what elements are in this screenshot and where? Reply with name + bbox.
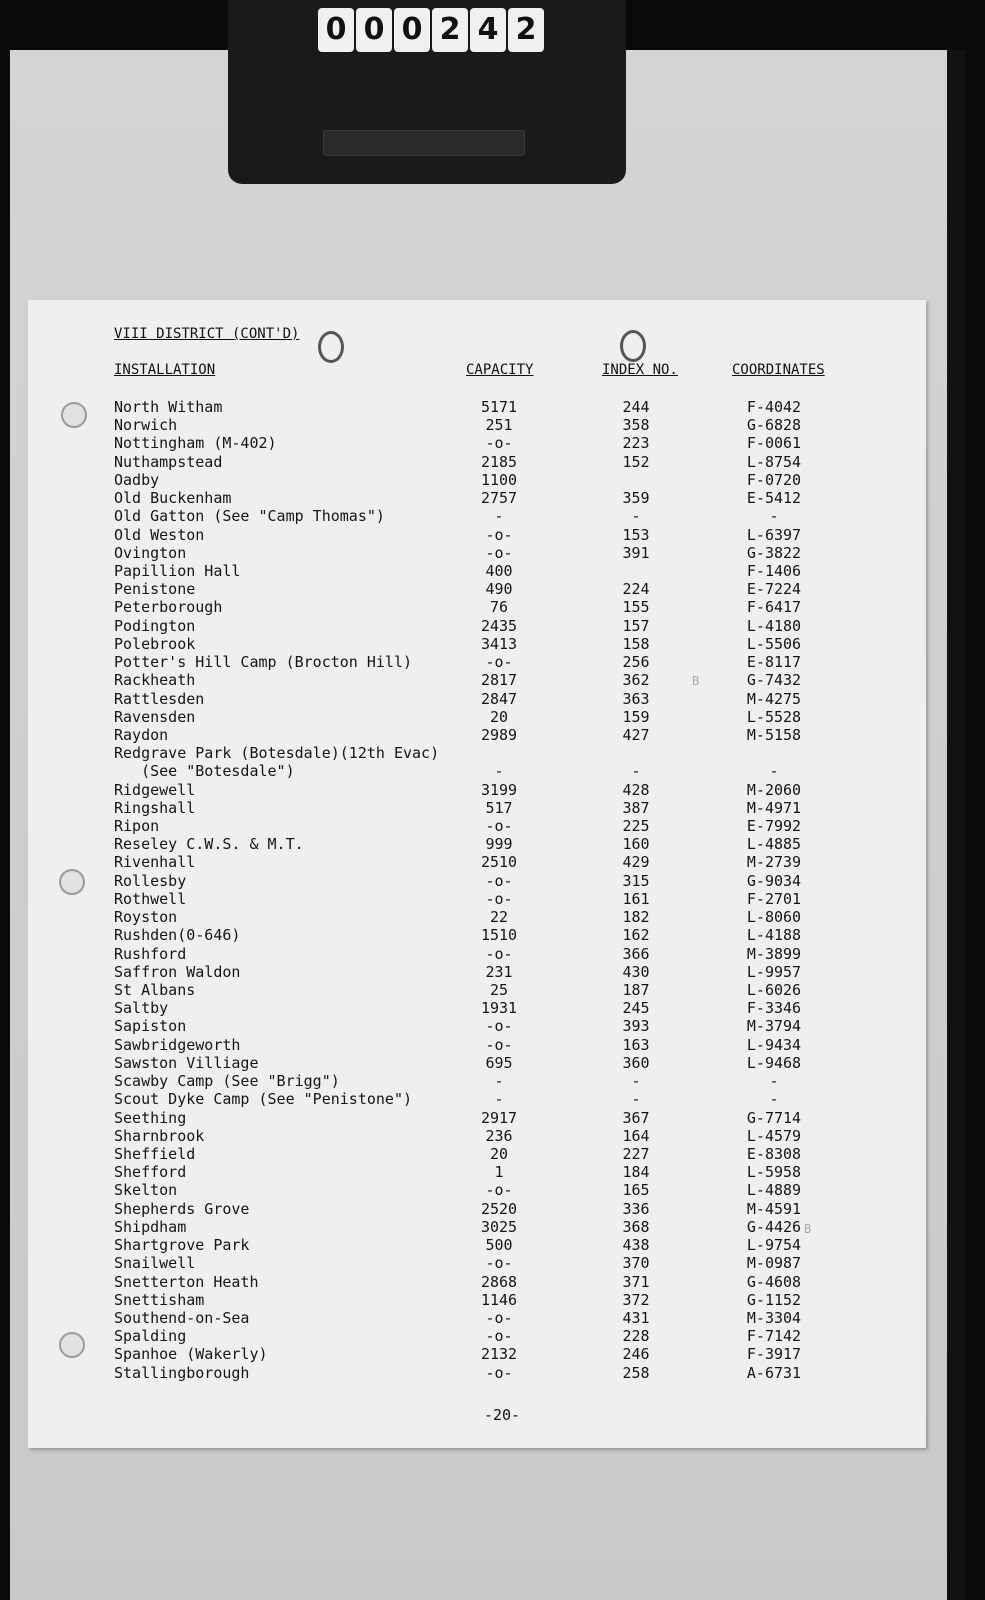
coordinates-value: M-2739 xyxy=(746,853,802,872)
coordinates-value: G-6828 xyxy=(746,416,802,435)
index-number: 393 xyxy=(622,1017,650,1036)
index-number: 368 xyxy=(622,1217,650,1236)
table-row xyxy=(28,1309,926,1327)
table-row xyxy=(28,453,926,471)
coordinates-value: G-4426 xyxy=(746,1217,802,1236)
document-page xyxy=(28,300,926,1448)
index-number: 244 xyxy=(622,398,650,416)
header-coordinates: COORDINATES xyxy=(732,362,825,378)
index-number: 391 xyxy=(622,543,650,562)
capacity-value: 2757 xyxy=(480,489,518,508)
index-number: 165 xyxy=(622,1181,650,1200)
table-row xyxy=(28,671,926,689)
capacity-value: 2520 xyxy=(480,1199,518,1218)
capacity-value: 2435 xyxy=(480,616,518,635)
coordinates-value: L-5958 xyxy=(746,1163,802,1182)
installation-name: (See "Botesdale") xyxy=(114,762,295,781)
coordinates-value: L-4180 xyxy=(746,616,802,635)
coordinates-value: L-9468 xyxy=(746,1053,802,1072)
header-index: INDEX NO. xyxy=(602,362,678,378)
installation-name: Saltby xyxy=(114,999,169,1018)
coordinates-value: G-3822 xyxy=(746,543,802,562)
table-row xyxy=(28,398,926,416)
counter-digit: 4 xyxy=(470,8,506,52)
coordinates-value: M-3794 xyxy=(746,1017,802,1036)
capacity-value: 3413 xyxy=(480,634,518,653)
table-row xyxy=(28,1127,926,1145)
installation-name: Oadby xyxy=(114,470,160,489)
installation-name: Peterborough xyxy=(114,598,223,617)
coordinates-value: - xyxy=(769,1072,779,1091)
table-row xyxy=(28,799,926,817)
installation-name: Snetterton Heath xyxy=(114,1272,259,1291)
header-installation: INSTALLATION xyxy=(114,362,216,378)
capacity-value: 3199 xyxy=(480,780,518,799)
coordinates-value: L-4885 xyxy=(746,835,802,854)
coordinates-value: E-7224 xyxy=(746,580,802,599)
installation-name: Potter's Hill Camp (Brocton Hill) xyxy=(114,653,413,672)
index-number: 224 xyxy=(622,580,650,599)
capacity-value: - xyxy=(494,1090,504,1109)
table-row xyxy=(28,1181,926,1199)
capacity-value: 2917 xyxy=(480,1108,518,1127)
header-capacity: CAPACITY xyxy=(466,362,534,378)
index-number: 187 xyxy=(622,981,650,999)
capacity-value: -o- xyxy=(485,434,513,453)
table-row xyxy=(28,580,926,598)
coordinates-value: L-8060 xyxy=(746,908,802,927)
coordinates-value: F-6417 xyxy=(746,598,802,617)
installation-name: Reseley C.W.S. & M.T. xyxy=(114,835,304,854)
installation-name: Spalding xyxy=(114,1327,187,1346)
table-row xyxy=(28,1090,926,1108)
table-row xyxy=(28,945,926,963)
installation-name: Southend-on-Sea xyxy=(114,1308,250,1327)
table-row xyxy=(28,835,926,853)
capacity-value: 1510 xyxy=(480,926,518,945)
index-number: 430 xyxy=(622,962,650,981)
installation-name: Papillion Hall xyxy=(114,561,241,580)
coordinates-value: F-1406 xyxy=(746,561,802,580)
installation-name: Stallingborough xyxy=(114,1363,250,1382)
capacity-value: 231 xyxy=(485,962,513,981)
capacity-value: 2817 xyxy=(480,671,518,690)
coordinates-value: M-4275 xyxy=(746,689,802,708)
coordinates-value: G-7714 xyxy=(746,1108,802,1127)
table-row xyxy=(28,1364,926,1382)
table-row xyxy=(28,635,926,653)
capacity-value: -o- xyxy=(485,1308,513,1327)
coordinates-value: F-7142 xyxy=(746,1327,802,1346)
index-number: 163 xyxy=(622,1035,650,1054)
table-row xyxy=(28,562,926,580)
capacity-value: - xyxy=(494,1072,504,1091)
installation-name: Snettisham xyxy=(114,1290,205,1309)
capacity-value: -o- xyxy=(485,1254,513,1273)
installation-name: Ringshall xyxy=(114,798,196,817)
index-number: - xyxy=(631,1090,641,1109)
index-number: 155 xyxy=(622,598,650,617)
table-row xyxy=(28,507,926,525)
index-number: 162 xyxy=(622,926,650,945)
index-number: 246 xyxy=(622,1345,650,1364)
installation-name: Ridgewell xyxy=(114,780,196,799)
coordinates-value: F-3346 xyxy=(746,999,802,1018)
table-row xyxy=(28,1273,926,1291)
capacity-value: 490 xyxy=(485,580,513,599)
index-number: 228 xyxy=(622,1327,650,1346)
index-number: 360 xyxy=(622,1053,650,1072)
coordinates-value: L-4188 xyxy=(746,926,802,945)
index-number: 428 xyxy=(622,780,650,799)
index-number: - xyxy=(631,507,641,526)
installation-name: Ravensden xyxy=(114,707,196,726)
installation-name: Old Weston xyxy=(114,525,205,544)
index-number: 315 xyxy=(622,871,650,890)
board-edge xyxy=(947,50,965,1600)
table-row xyxy=(28,817,926,835)
installation-name: Sharnbrook xyxy=(114,1126,205,1145)
capacity-value: 2185 xyxy=(480,452,518,471)
coordinates-value: G-9034 xyxy=(746,871,802,890)
installation-name: Old Buckenham xyxy=(114,489,232,508)
installation-name: Nuthampstead xyxy=(114,452,223,471)
capacity-value: -o- xyxy=(485,1363,513,1382)
table-row xyxy=(28,526,926,544)
index-number: 387 xyxy=(622,798,650,817)
frame-counter xyxy=(318,8,544,52)
coordinates-value: F-4042 xyxy=(746,398,802,416)
table-row xyxy=(28,653,926,671)
installation-name: Rollesby xyxy=(114,871,187,890)
table-row xyxy=(28,690,926,708)
coordinates-value: L-4889 xyxy=(746,1181,802,1200)
index-number: 371 xyxy=(622,1272,650,1291)
installation-name: Ripon xyxy=(114,817,160,836)
table-row xyxy=(28,1036,926,1054)
table-row xyxy=(28,981,926,999)
installation-name: Rothwell xyxy=(114,889,187,908)
capacity-value: 5171 xyxy=(480,398,518,416)
counter-digit: 0 xyxy=(318,8,354,52)
index-number: 157 xyxy=(622,616,650,635)
installation-name: Raydon xyxy=(114,725,169,744)
index-number: 184 xyxy=(622,1163,650,1182)
coordinates-value: M-4591 xyxy=(746,1199,802,1218)
installation-name: Scout Dyke Camp (See "Penistone") xyxy=(114,1090,413,1109)
index-number: 152 xyxy=(622,452,650,471)
index-number: 159 xyxy=(622,707,650,726)
coordinates-value: M-0987 xyxy=(746,1254,802,1273)
index-number: 367 xyxy=(622,1108,650,1127)
installation-name: Sawbridgeworth xyxy=(114,1035,241,1054)
table-row xyxy=(28,1327,926,1345)
coordinates-value: E-5412 xyxy=(746,489,802,508)
coordinates-value: M-2060 xyxy=(746,780,802,799)
table-row xyxy=(28,1236,926,1254)
capacity-value: 500 xyxy=(485,1236,513,1255)
index-number: 427 xyxy=(622,725,650,744)
installation-name: Rackheath xyxy=(114,671,196,690)
document-title: VIII DISTRICT (CONT'D) xyxy=(114,326,300,342)
installation-name: Rivenhall xyxy=(114,853,196,872)
table-row xyxy=(28,1163,926,1181)
capacity-value: 2510 xyxy=(480,853,518,872)
capacity-value: -o- xyxy=(485,944,513,963)
pen-circle-mark xyxy=(318,331,344,363)
capacity-value: 999 xyxy=(485,835,513,854)
table-row xyxy=(28,1145,926,1163)
capacity-value: - xyxy=(494,507,504,526)
index-number: 359 xyxy=(622,489,650,508)
table-row xyxy=(28,471,926,489)
capacity-value: 1100 xyxy=(480,470,518,489)
coordinates-value: M-3899 xyxy=(746,944,802,963)
coordinates-value: L-5528 xyxy=(746,707,802,726)
table-row xyxy=(28,544,926,562)
capacity-value: 3025 xyxy=(480,1217,518,1236)
capacity-value: -o- xyxy=(485,1017,513,1036)
index-number: 161 xyxy=(622,889,650,908)
installation-name: Skelton xyxy=(114,1181,178,1200)
coordinates-value: L-9434 xyxy=(746,1035,802,1054)
capacity-value: 1146 xyxy=(480,1290,518,1309)
counter-slot xyxy=(323,130,525,156)
table-row xyxy=(28,1200,926,1218)
coordinates-value: G-7432 xyxy=(746,671,802,690)
stamp-mark: B xyxy=(692,674,700,688)
installation-name: Redgrave Park (Botesdale)(12th Evac) xyxy=(114,744,440,763)
capacity-value: -o- xyxy=(485,543,513,562)
index-number: 160 xyxy=(622,835,650,854)
index-number: 362 xyxy=(622,671,650,690)
table-row xyxy=(28,1017,926,1035)
installation-name: Rushford xyxy=(114,944,187,963)
capacity-value: 251 xyxy=(485,416,513,435)
coordinates-value: L-6026 xyxy=(746,981,802,999)
index-number: 366 xyxy=(622,944,650,963)
capacity-value: 76 xyxy=(489,598,509,617)
table-row xyxy=(28,1054,926,1072)
index-number: 182 xyxy=(622,908,650,927)
installation-name: Norwich xyxy=(114,416,178,435)
coordinates-value: - xyxy=(769,762,779,781)
capacity-value: 20 xyxy=(489,707,509,726)
installation-name: Rattlesden xyxy=(114,689,205,708)
table-row xyxy=(28,781,926,799)
coordinates-value: L-4579 xyxy=(746,1126,802,1145)
capacity-value: 1 xyxy=(494,1163,504,1182)
capacity-value: 2989 xyxy=(480,725,518,744)
capacity-value: 2868 xyxy=(480,1272,518,1291)
capacity-value: -o- xyxy=(485,889,513,908)
installation-table xyxy=(28,398,926,1382)
capacity-value: -o- xyxy=(485,871,513,890)
coordinates-value: - xyxy=(769,1090,779,1109)
installation-name: Saffron Waldon xyxy=(114,962,241,981)
index-number: 223 xyxy=(622,434,650,453)
installation-name: Scawby Camp (See "Brigg") xyxy=(114,1072,340,1091)
counter-digit: 0 xyxy=(394,8,430,52)
table-row xyxy=(28,762,926,780)
counter-digit: 2 xyxy=(432,8,468,52)
capacity-value: 2847 xyxy=(480,689,518,708)
counter-digit: 2 xyxy=(508,8,544,52)
coordinates-value: L-8754 xyxy=(746,452,802,471)
index-number: 256 xyxy=(622,653,650,672)
index-number: 363 xyxy=(622,689,650,708)
coordinates-value: M-5158 xyxy=(746,725,802,744)
index-number: 336 xyxy=(622,1199,650,1218)
coordinates-value: E-7992 xyxy=(746,817,802,836)
installation-name: Spanhoe (Wakerly) xyxy=(114,1345,268,1364)
capacity-value: 695 xyxy=(485,1053,513,1072)
table-row xyxy=(28,963,926,981)
coordinates-value: L-6397 xyxy=(746,525,802,544)
table-row xyxy=(28,434,926,452)
coordinates-value: A-6731 xyxy=(746,1363,802,1382)
capacity-value: - xyxy=(494,762,504,781)
installation-name: Shepherds Grove xyxy=(114,1199,250,1218)
capacity-value: 517 xyxy=(485,798,513,817)
index-number: 370 xyxy=(622,1254,650,1273)
table-row xyxy=(28,708,926,726)
coordinates-value: F-0720 xyxy=(746,470,802,489)
installation-name: Penistone xyxy=(114,580,196,599)
coordinates-value: G-4608 xyxy=(746,1272,802,1291)
capacity-value: -o- xyxy=(485,1327,513,1346)
index-number: 358 xyxy=(622,416,650,435)
page-number: -20- xyxy=(483,1406,521,1424)
installation-name: Ovington xyxy=(114,543,187,562)
table-row xyxy=(28,1218,926,1236)
coordinates-value: L-9957 xyxy=(746,962,802,981)
capacity-value: -o- xyxy=(485,1035,513,1054)
installation-name: Nottingham (M-402) xyxy=(114,434,277,453)
table-row xyxy=(28,908,926,926)
installation-name: Old Gatton (See "Camp Thomas") xyxy=(114,507,385,526)
capacity-value: 1931 xyxy=(480,999,518,1018)
installation-name: Sawston Villiage xyxy=(114,1053,259,1072)
table-row xyxy=(28,1109,926,1127)
index-number: 431 xyxy=(622,1308,650,1327)
table-row xyxy=(28,726,926,744)
capacity-value: 22 xyxy=(489,908,509,927)
index-number: 438 xyxy=(622,1236,650,1255)
installation-name: Shefford xyxy=(114,1163,187,1182)
table-row xyxy=(28,1072,926,1090)
installation-name: Shartgrove Park xyxy=(114,1236,250,1255)
index-number: 225 xyxy=(622,817,650,836)
table-row xyxy=(28,890,926,908)
table-row xyxy=(28,744,926,762)
installation-name: Polebrook xyxy=(114,634,196,653)
capacity-value: -o- xyxy=(485,653,513,672)
index-number: 245 xyxy=(622,999,650,1018)
index-number: 429 xyxy=(622,853,650,872)
coordinates-value: L-9754 xyxy=(746,1236,802,1255)
counter-digit: 0 xyxy=(356,8,392,52)
installation-name: Sapiston xyxy=(114,1017,187,1036)
installation-name: Podington xyxy=(114,616,196,635)
index-number: - xyxy=(631,1072,641,1091)
table-row xyxy=(28,617,926,635)
capacity-value: -o- xyxy=(485,817,513,836)
index-number: 164 xyxy=(622,1126,650,1145)
coordinates-value: M-4971 xyxy=(746,798,802,817)
index-number: 227 xyxy=(622,1144,650,1163)
installation-name: Sheffield xyxy=(114,1144,196,1163)
index-number: 158 xyxy=(622,634,650,653)
installation-name: Snailwell xyxy=(114,1254,196,1273)
coordinates-value: - xyxy=(769,507,779,526)
index-number: 153 xyxy=(622,525,650,544)
table-row xyxy=(28,598,926,616)
pen-circle-mark xyxy=(620,330,646,362)
table-row xyxy=(28,1345,926,1363)
table-row xyxy=(28,853,926,871)
coordinates-value: F-2701 xyxy=(746,889,802,908)
table-row xyxy=(28,999,926,1017)
capacity-value: -o- xyxy=(485,1181,513,1200)
capacity-value: -o- xyxy=(485,525,513,544)
capacity-value: 236 xyxy=(485,1126,513,1145)
table-row xyxy=(28,489,926,507)
capacity-value: 400 xyxy=(485,561,513,580)
coordinates-value: F-0061 xyxy=(746,434,802,453)
coordinates-value: G-1152 xyxy=(746,1290,802,1309)
coordinates-value: M-3304 xyxy=(746,1308,802,1327)
installation-name: Royston xyxy=(114,908,178,927)
coordinates-value: E-8117 xyxy=(746,653,802,672)
coordinates-value: L-5506 xyxy=(746,634,802,653)
installation-name: Seething xyxy=(114,1108,187,1127)
coordinates-value: F-3917 xyxy=(746,1345,802,1364)
installation-name: St Albans xyxy=(114,981,196,999)
capacity-value: 25 xyxy=(489,981,509,999)
table-row xyxy=(28,416,926,434)
table-row xyxy=(28,872,926,890)
installation-name: Shipdham xyxy=(114,1217,187,1236)
index-number: 372 xyxy=(622,1290,650,1309)
table-row xyxy=(28,1254,926,1272)
table-row xyxy=(28,1291,926,1309)
capacity-value: 20 xyxy=(489,1144,509,1163)
installation-name: Rushden(0-646) xyxy=(114,926,241,945)
installation-name: North Witham xyxy=(114,398,223,416)
index-number: - xyxy=(631,762,641,781)
capacity-value: 2132 xyxy=(480,1345,518,1364)
coordinates-value: E-8308 xyxy=(746,1144,802,1163)
table-row xyxy=(28,926,926,944)
stamp-mark: B xyxy=(804,1222,812,1236)
index-number: 258 xyxy=(622,1363,650,1382)
